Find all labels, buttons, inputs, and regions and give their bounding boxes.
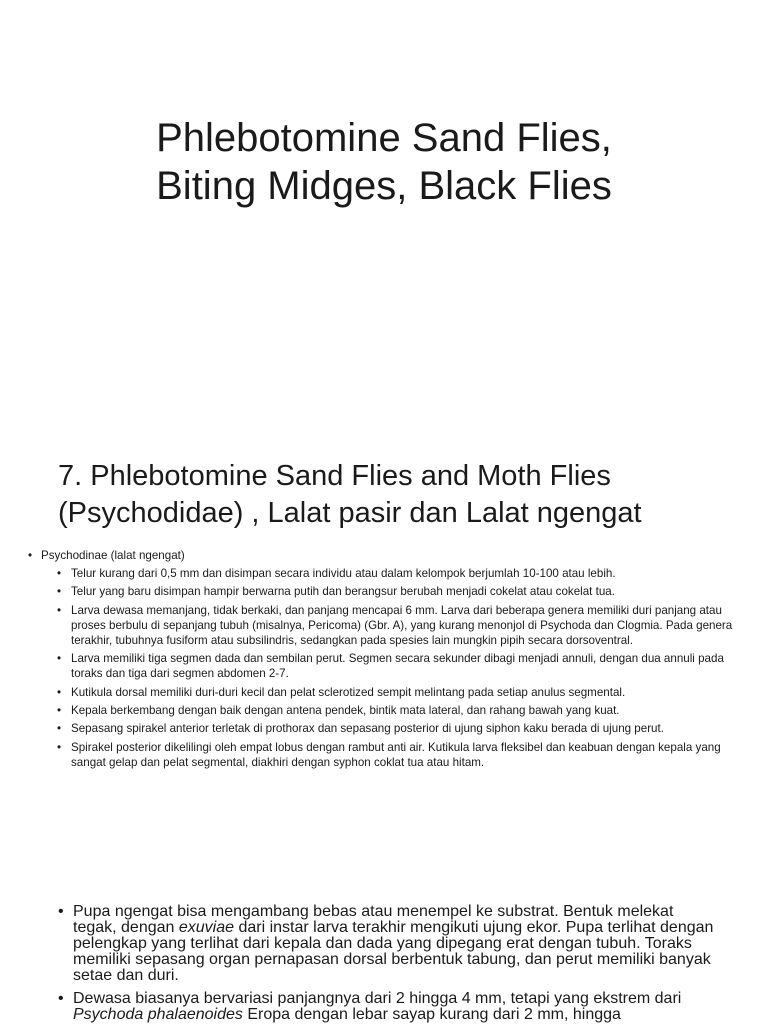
sub-list-item — [57, 566, 754, 581]
sub-list-item-text: Larva dewasa memanjang, tidak berkaki, dan panjang mencapai 6 mm. Larva dari beberapa genera memiliki duri panjang atau proses berbulu di sepanjang tubuh (misalnya, Pericoma) (Gbr. A), yang kurang menonjol di Psychoda dan Clogmia. Pada genera terakhir, tubuhnya fusiform atau subsilindris, sedangkan pada spesies lain mungkin pipih secara dorsoventral. — [71, 603, 733, 647]
title-line-1: Phlebotomine Sand Flies, — [156, 116, 612, 160]
psychodidae-slide — [0, 432, 768, 864]
list-item — [58, 991, 716, 1023]
bullet-icon: • — [57, 685, 62, 699]
slide-content — [58, 904, 716, 1024]
title-line-2: Biting Midges, Black Flies — [156, 164, 612, 208]
heading-line-1: 7. Phlebotomine Sand Flies and Moth Flies — [58, 460, 611, 492]
sub-list-item-text: Telur kurang dari 0,5 mm dan disimpan secara individu atau dalam kelompok berjumlah 10-100 atau lebih. — [71, 567, 616, 580]
sub-list-item-text: Kepala berkembang dengan baik dengan antena pendek, bintik mata lateral, dan rahang bawah yang kuat. — [71, 703, 620, 717]
sub-list-item — [57, 685, 754, 700]
list-item-text: Psychodinae (lalat ngengat) — [41, 549, 185, 562]
slide-content — [28, 548, 754, 773]
bullet-icon: • — [57, 740, 62, 754]
sub-list-item — [57, 703, 754, 718]
bullet-list — [58, 904, 716, 1023]
bullet-icon: • — [57, 585, 62, 599]
bullet-icon: • — [58, 990, 64, 1007]
bullet-icon: • — [58, 903, 64, 920]
bullet-icon: • — [57, 567, 62, 580]
bullet-list — [28, 548, 754, 770]
slide-title — [0, 114, 768, 210]
list-item — [58, 904, 716, 984]
sub-list-item-text: Larva memiliki tiga segmen dada dan sembilan perut. Segmen secara sekunder dibagi menjadi annuli, dengan dua annuli pada toraks dan tiga dari segmen abdomen 2-7. — [71, 652, 724, 681]
title-slide — [0, 0, 768, 432]
sub-list-item — [57, 584, 754, 599]
list-item — [28, 548, 754, 770]
text-segment: dari instar larva terakhir mengikuti ujung ekor. Pupa terlihat dengan pelengkap yang terlihat dari kepala dan dada yang dipegang erat dengan tubuh. Toraks memiliki sepasang organ pernapasan dorsal berbentuk tabung, dan perut memiliki banyak setae dan duri. — [73, 919, 714, 984]
sub-list-item — [57, 603, 754, 648]
bullet-icon: • — [57, 603, 62, 617]
italic-term: Psychoda phalaenoides — [73, 1006, 243, 1023]
bullet-icon: • — [28, 549, 33, 562]
bullet-icon: • — [57, 722, 62, 736]
sub-list-item-text: Kutikula dorsal memiliki duri-duri kecil dan pelat sclerotized sempit melintang pada setiap anulus segmental. — [71, 685, 626, 699]
text-segment: Pupa ngengat bisa mengambang bebas atau menempel ke substrat. Bentuk melekat tegak, dengan — [73, 903, 674, 936]
text-segment: Eropa dengan lebar sayap kurang dari 2 mm, hingga — [242, 1006, 621, 1023]
text-segment: Dewasa biasanya bervariasi panjangnya dari 2 hingga 4 mm, tetapi yang ekstrem dari — [73, 990, 682, 1007]
pupa-adult-slide — [0, 864, 768, 1024]
bullet-icon: • — [57, 652, 62, 666]
sub-list-item — [57, 740, 754, 770]
bullet-icon: • — [57, 703, 62, 717]
sub-list-item — [57, 721, 754, 736]
italic-term: exuviae — [178, 919, 235, 936]
heading-line-2: (Psychodidae) , Lalat pasir dan Lalat ngengat — [58, 497, 642, 529]
slide-heading — [58, 458, 748, 532]
sub-list-item-text: Telur yang baru disimpan hampir berwarna putih dan berangsur berubah menjadi cokelat atau cokelat tua. — [71, 585, 615, 599]
sub-bullet-list — [41, 566, 754, 770]
sub-list-item-text: Sepasang spirakel anterior terletak di prothorax dan sepasang posterior di ujung siphon kaku berada di ujung perut. — [71, 722, 664, 736]
sub-list-item — [57, 651, 754, 681]
sub-list-item-text: Spirakel posterior dikelilingi oleh empat lobus dengan rambut anti air. Kutikula larva fleksibel dan keabuan dengan kepala yang sangat gelap dan pelat segmental, diakhiri dengan syphon coklat tua atau hitam. — [71, 740, 721, 769]
